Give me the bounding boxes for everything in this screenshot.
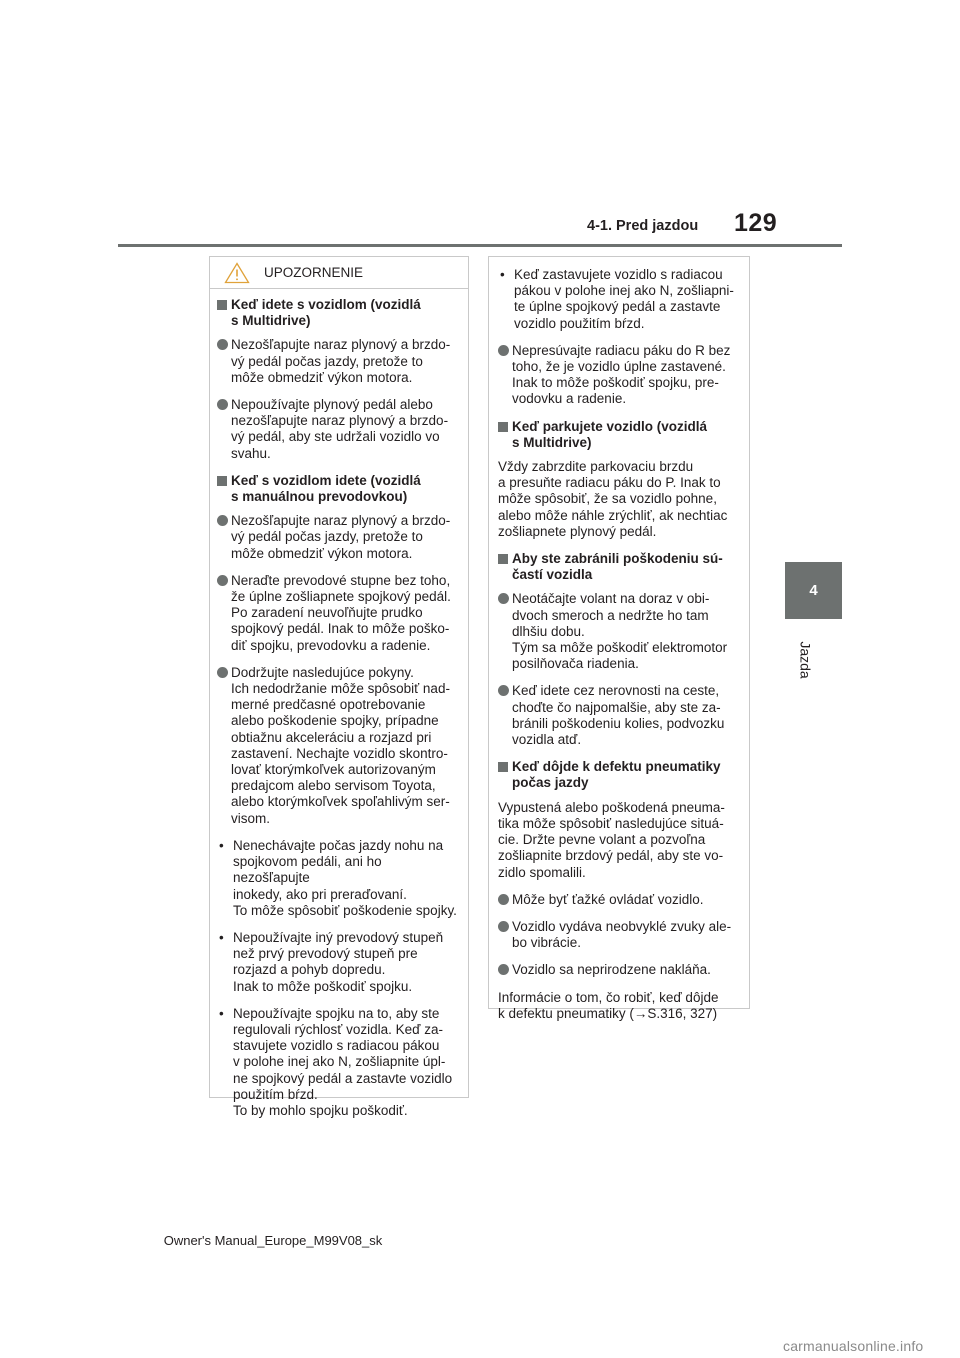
footer: [0, 1233, 960, 1248]
sub-bullet-mark: •: [219, 929, 224, 945]
sub-bullet-mark: •: [219, 1005, 224, 1021]
warning-header: [210, 257, 468, 289]
list-item-text: Neraďte prevodové stupne bez toho, že úplne zošliapnete spojkový pedál. Po zaradení neuvoľňujte prudko spojkový pedál. Inak to môže poško- diť spojku, prevodovku a radenie.: [231, 572, 451, 653]
heading-flat-tire: [498, 759, 743, 791]
footer-text: Owner's Manual_Europe_M99V08_sk: [163, 1233, 383, 1248]
paragraph: Vypustená alebo poškodená pneuma- tika môže spôsobiť nasledujúce situá- cie. Držte pevne volant a pozvoľna zošliapnite brzdový pedál, aby ste vo- zidlo spomalili.: [498, 799, 725, 880]
list-item: [217, 573, 462, 654]
header-rule: [118, 244, 842, 247]
list-item: [498, 343, 743, 408]
list-item-text: Vozidlo sa neprirodzene nakláňa.: [512, 962, 711, 978]
chapter-tab: [785, 562, 842, 619]
round-bullet-icon: [217, 667, 228, 678]
list-item: [217, 513, 462, 562]
warning-box-left: [209, 256, 469, 1118]
list-item: [217, 397, 462, 462]
chapter-number: 4: [809, 582, 818, 599]
list-item: [217, 665, 462, 827]
list-item: [498, 892, 743, 908]
round-bullet-icon: [498, 894, 509, 905]
sub-list-item: [498, 267, 743, 332]
heading-text: Keď dôjde k defektu pneumatiky počas jazdy: [512, 759, 721, 791]
list-item-text: Nezošľapujte naraz plynový a brzdo- vý pedál počas jazdy, pretože to môže obmedziť výkon motora.: [231, 513, 451, 561]
warning-triangle-icon: [224, 262, 250, 284]
round-bullet-icon: [498, 964, 509, 975]
list-item-text: Nezošľapujte naraz plynový a brzdo- vý pedál počas jazdy, pretože to môže obmedziť výkon motora.: [231, 337, 451, 385]
sub-list-item-text: Nenechávajte počas jazdy nohu na spojkovom pedáli, ani ho nezošľapujte inokedy, ako pri preraďovaní. To môže spôsobiť poškodenie spojky.: [233, 837, 457, 918]
list-item-text: Neotáčajte volant na doraz v obi- dvoch smeroch a nedržte ho tam dlhšiu dobu. Tým sa môže poškodiť elektromotor posilňovača riadenia.: [512, 591, 728, 672]
heading-text: Aby ste zabránili poškodeniu sú- častí vozidla: [512, 551, 723, 583]
list-item: [217, 337, 462, 386]
square-bullet-icon: [217, 300, 227, 310]
list-item-text: Keď idete cez nerovnosti na ceste, choďte čo najpomalšie, aby ste za- bránili poškodeniu kolies, podvozku vozidla atď.: [512, 683, 725, 748]
round-bullet-icon: [217, 575, 228, 586]
list-item-text: Nepresúvajte radiacu páku do R bez toho, že je vozidlo úplne zastavené. Inak to môže poškodiť spojku, pre- vodovku a radenie.: [512, 342, 731, 407]
heading-prevent-damage: [498, 551, 743, 583]
heading-text: Keď s vozidlom idete (vozidlá s manuálnou prevodovkou): [231, 472, 421, 505]
list-item: [498, 683, 743, 748]
warning-content-left: [210, 289, 468, 1119]
warning-box-right: [488, 256, 750, 1021]
sub-bullet-mark: •: [500, 267, 505, 282]
sub-list-item: [217, 930, 462, 995]
round-bullet-icon: [217, 399, 228, 410]
sub-list-item: [217, 838, 462, 919]
list-item-text: Nepoužívajte plynový pedál alebo nezošľapujte naraz plynový a brzdo- vý pedál, aby ste udržali vozidlo vo svahu.: [231, 397, 449, 461]
square-bullet-icon: [498, 422, 508, 432]
list-item: [498, 919, 743, 951]
watermark: carmanualsonline.info: [783, 1338, 924, 1354]
chapter-name-wrap: [796, 630, 816, 690]
warning-label: UPOZORNENIE: [264, 265, 364, 280]
sub-bullet-mark: •: [219, 837, 224, 853]
page-number: 129: [734, 209, 778, 237]
chapter-name: Jazda: [798, 641, 815, 679]
heading-text: Keď idete s vozidlom (vozidlá s Multidrive): [231, 297, 421, 329]
round-bullet-icon: [217, 339, 228, 350]
list-item-text: Môže byť ťažké ovládať vozidlo.: [512, 891, 704, 907]
heading-parking: [498, 419, 743, 451]
heading-text: Keď parkujete vozidlo (vozidlá s Multidrive): [512, 418, 707, 450]
page-reference-paragraph: Informácie o tom, čo robiť, keď dôjde k defektu pneumatiky (→S.316, 327): [498, 989, 719, 1021]
sub-list-item-text: Keď zastavujete vozidlo s radiacou pákou v polohe inej ako N, zošliapni- te úplne spojkový pedál a zastavte vozidlo použitím bŕzd.: [514, 267, 734, 331]
square-bullet-icon: [217, 476, 227, 486]
square-bullet-icon: [498, 762, 508, 772]
paragraph: Vždy zabrzdite parkovaciu brzdu a presuňte radiacu páku do P. Inak to môže spôsobiť, že sa vozidlo pohne, alebo môže náhle zrýchliť, ak nechtiac zošliapnete plynový pedál.: [498, 459, 728, 539]
list-item-text: Dodržujte nasledujúce pokyny. Ich nedodržanie môže spôsobiť nad- merné predčasné opotrebovanie alebo poškodenie spojky, prípadne obtiažnu akceleráciu a rozjazd pri zastavení. Nechajte vozidlo skontro- lovať ktorýmkoľvek autorizovaným predajcom alebo servisom Toyota, alebo ktorýmkoľvek spoľahlivým ser- visom.: [231, 664, 450, 826]
sub-list-item-text: Nepoužívajte spojku na to, aby ste regulovali rýchlosť vozidla. Keď za- stavujete vozidlo s radiacou pákou v polohe inej ako N, zošliapnite úpl- ne spojkový pedál a zastavte vozidlo použitím bŕzd. To by mohlo spojku poškodiť.: [233, 1005, 453, 1118]
round-bullet-icon: [498, 921, 509, 932]
heading-multidrive-driving: [217, 297, 462, 329]
list-item-text: Vozidlo vydáva neobvyklé zvuky ale- bo vibrácie.: [512, 918, 732, 951]
round-bullet-icon: [217, 515, 228, 526]
list-item: [498, 962, 743, 978]
round-bullet-icon: [498, 593, 509, 604]
sub-list-item: [217, 1006, 462, 1119]
square-bullet-icon: [498, 554, 508, 564]
round-bullet-icon: [498, 345, 509, 356]
section-title: 4-1. Pred jazdou: [587, 218, 699, 234]
round-bullet-icon: [498, 685, 509, 696]
list-item: [498, 591, 743, 672]
heading-manual-driving: [217, 473, 462, 505]
sub-list-item-text: Nepoužívajte iný prevodový stupeň než prvý prevodový stupeň pre rozjazd a pohyb dopredu. Inak to môže poškodiť spojku.: [233, 929, 444, 994]
